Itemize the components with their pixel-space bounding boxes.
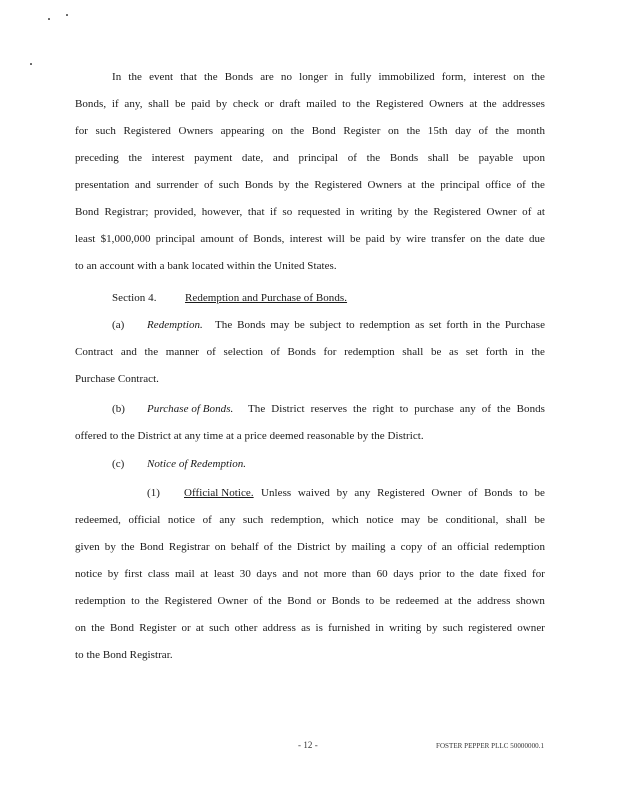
scan-speck [30,63,32,65]
text-line: redeemed, official notice of any such redemption, which notice may be conditional, shall be [75,514,545,526]
paragraph-interest-payment [75,71,545,287]
text-line: In the event that the Bonds are no longer in fully immobilized form, interest on the [112,71,545,83]
text-line: Bonds, if any, shall be paid by check or draft mailed to the Registered Owners at the addresses [75,98,545,110]
footer-document-code: FOSTER PEPPER PLLC 50000000.1 [436,742,545,750]
text-line: The District reserves the right to purchase any of the Bonds [248,403,545,415]
text-line: Unless waived by any Registered Owner of Bonds to be [261,487,545,499]
item-heading: Notice of Redemption. [147,458,247,470]
text-line: given by the Bond Registrar on behalf of the District by mailing a copy of an official redemption [75,541,545,553]
item-heading: Official Notice. [184,487,254,499]
subsection-a-body [75,346,545,400]
text-line: The Bonds may be subject to redemption as set forth in the Purchase [215,319,545,331]
text-line: preceding the interest payment date, and principal of the Bonds shall be payable upon [75,152,545,164]
text-line: Bond Registrar; provided, however, that if so requested in writing by the Registered Owner of at [75,206,545,218]
text-line: notice by first class mail at least 30 days and not more than 60 days prior to the date fixed for [75,568,545,580]
item-label: (a) [112,319,125,331]
text-line: to the Bond Registrar. [75,649,173,661]
text-line: Contract and the manner of selection of Bonds for redemption shall be as set forth in the [75,346,545,358]
scan-speck [66,14,68,16]
text-line: presentation and surrender of such Bonds by the Registered Owners at the principal office of the [75,179,545,191]
subsection-b-body [75,430,545,457]
item-label: (c) [112,458,125,470]
section-number: Section 4. [112,292,157,304]
subsection-c1-body [75,514,545,676]
text-line: on the Bond Register or at such other address as is furnished in writing by such registered owner [75,622,545,634]
item-label: (b) [112,403,125,415]
item-heading: Purchase of Bonds. [147,403,234,415]
text-line: redemption to the Registered Owner of the Bond or Bonds to be redeemed at the address shown [75,595,545,607]
text-line: Purchase Contract. [75,373,159,385]
item-label: (1) [147,487,160,499]
text-line: least $1,000,000 principal amount of Bonds, interest will be paid by wire transfer on the date due [75,233,545,245]
page-number: - 12 - [298,740,318,750]
section-title: Redemption and Purchase of Bonds. [185,292,348,304]
item-heading: Redemption. [147,319,203,331]
text-line: for such Registered Owners appearing on the Bond Register on the 15th day of the month [75,125,545,137]
text-line: offered to the District at any time at a price deemed reasonable by the District. [75,430,424,442]
text-line: to an account with a bank located within the United States. [75,260,337,272]
scan-speck [48,18,50,20]
